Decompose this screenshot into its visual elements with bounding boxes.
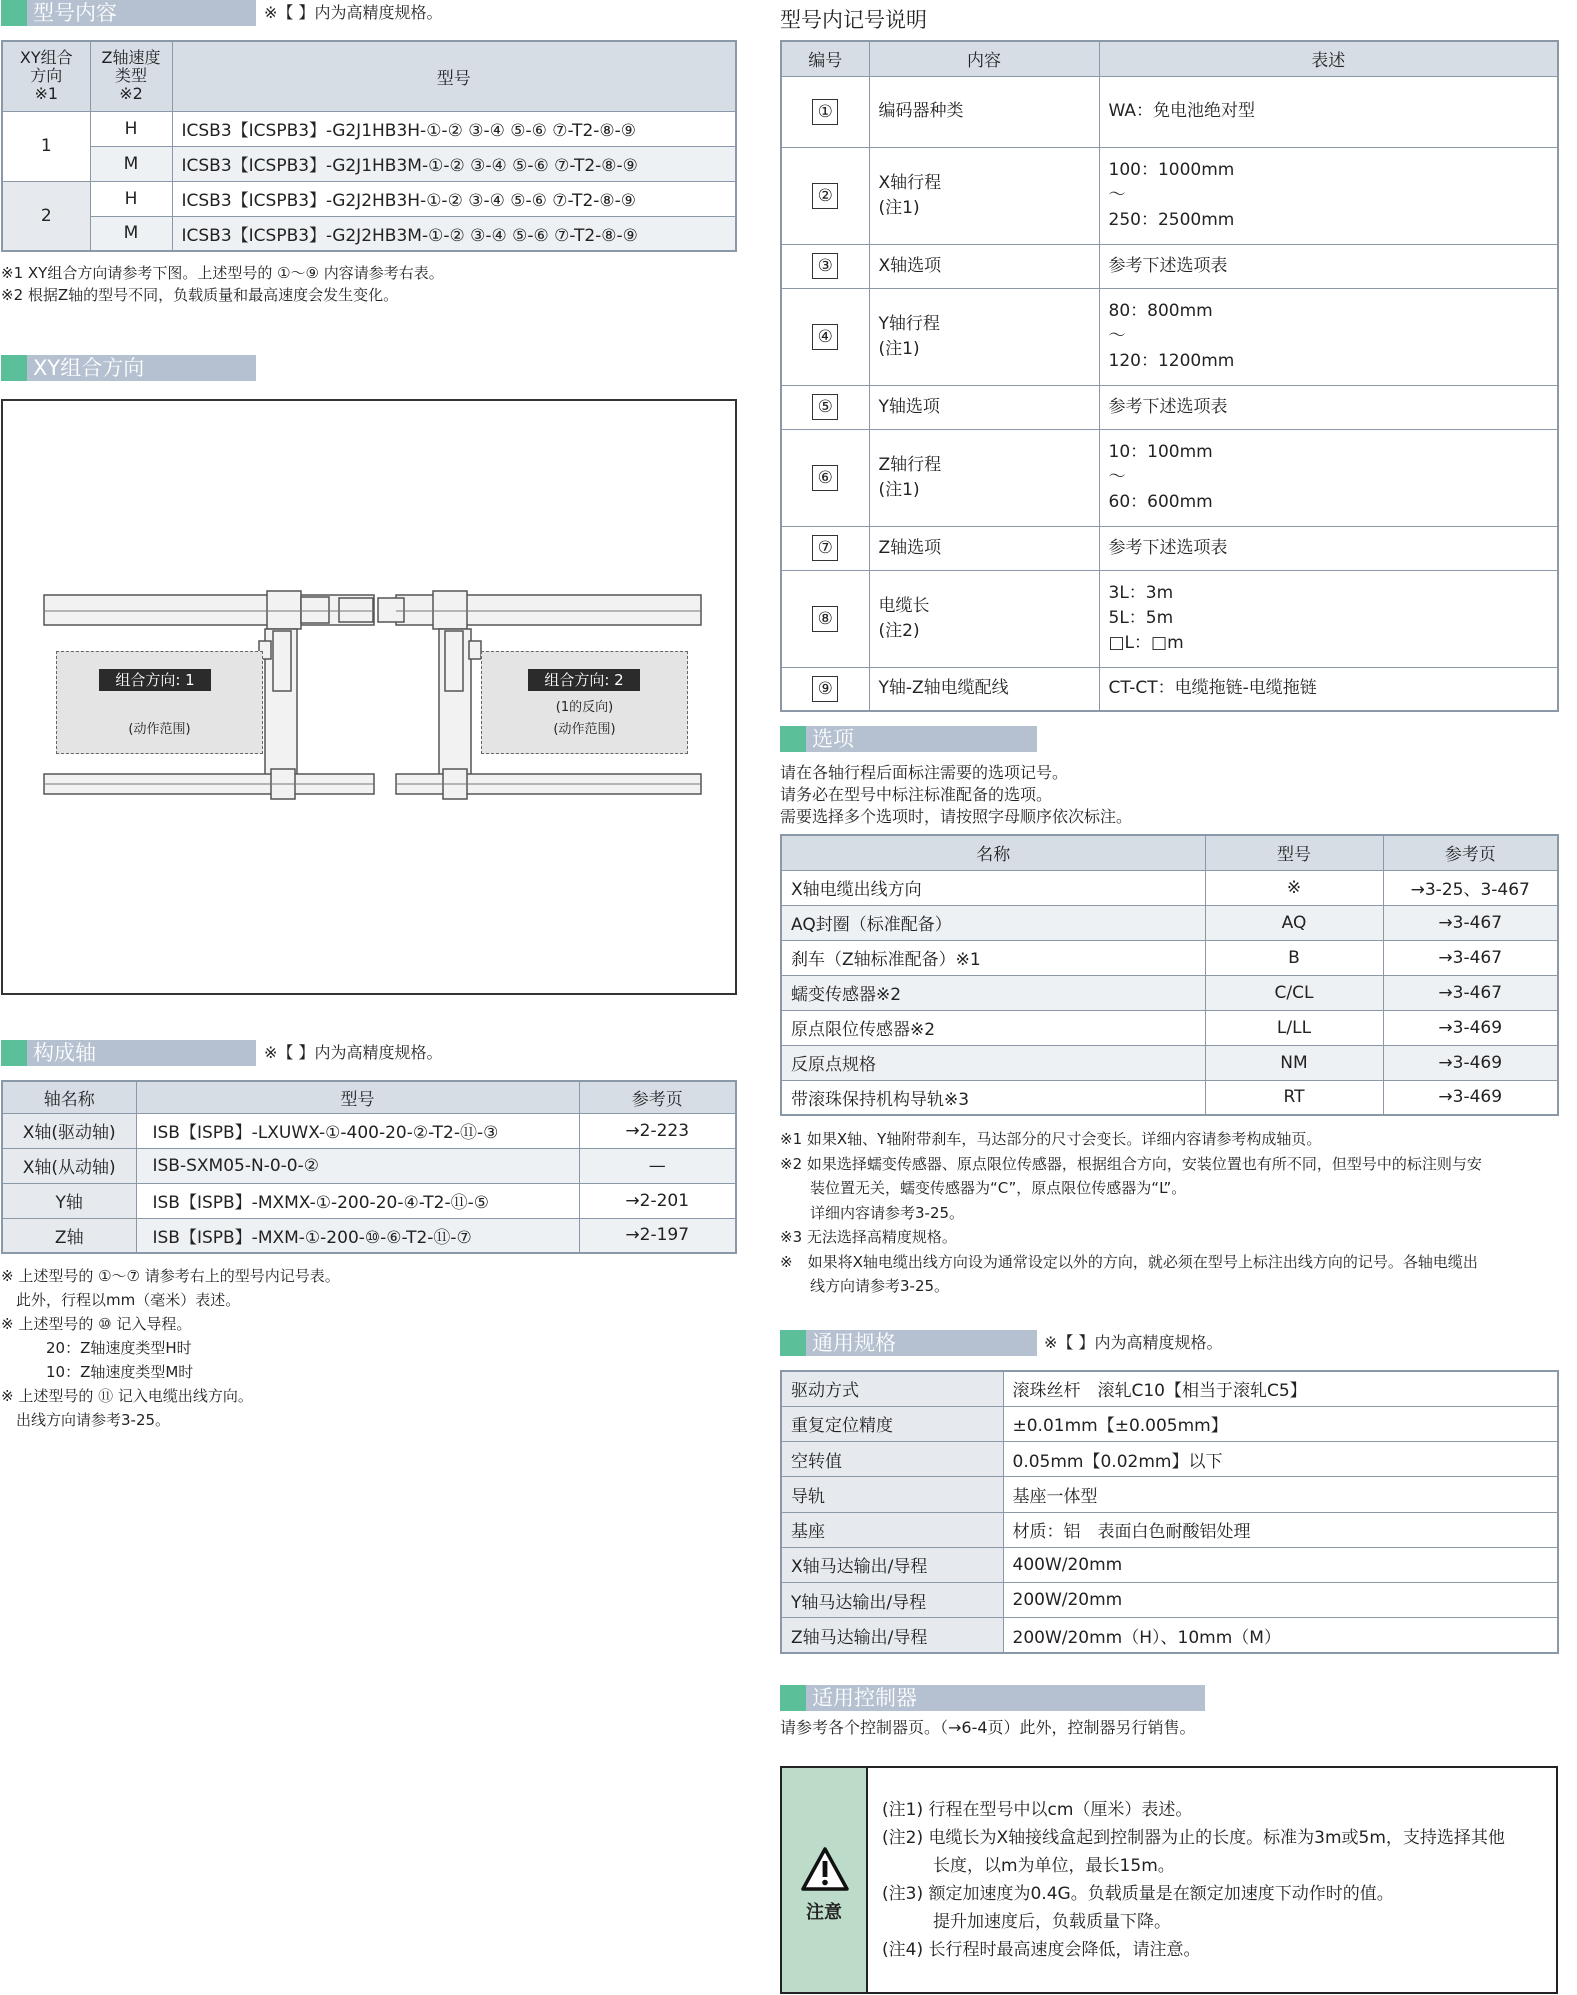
model-note: ※【 】内为高精度规格。 bbox=[264, 3, 443, 22]
symbol-item: 电缆长 (注2) bbox=[869, 570, 1099, 667]
option-name: 蠕变传感器※2 bbox=[781, 975, 1205, 1010]
options-intro bbox=[780, 762, 1132, 828]
option-page: →3-467 bbox=[1383, 940, 1558, 975]
caution-line: (注2) 电缆长为X轴接线盒起到控制器为止的长度。标准为3m或5m，支持选择其他 bbox=[882, 1828, 1505, 1848]
caution-line: 提升加速度后，负载质量下降。 bbox=[882, 1912, 1171, 1932]
footnote: ※3 无法选择高精度规格。 bbox=[780, 1228, 957, 1246]
symbol-table bbox=[780, 40, 1559, 712]
option-name: 刹车（Z轴标准配备）※1 bbox=[781, 940, 1205, 975]
footnote: ※1 如果X轴、Y轴附带刹车，马达部分的尺寸会变长。详细内容请参考构成轴页。 bbox=[780, 1130, 1322, 1148]
option-model: NM bbox=[1205, 1045, 1383, 1080]
axis-note: ※【 】内为高精度规格。 bbox=[264, 1043, 443, 1062]
option-name: 带滚珠保持机构导轨※3 bbox=[781, 1080, 1205, 1115]
axis-cell-name: Y轴 bbox=[2, 1183, 136, 1218]
footnote: 线方向请参考3-25。 bbox=[780, 1277, 950, 1295]
option-page: →3-467 bbox=[1383, 905, 1558, 940]
option-page: →3-469 bbox=[1383, 1080, 1558, 1115]
section-title-model: 型号内容 bbox=[1, 0, 256, 26]
axis-cell-model: ISB【ISPB】-LXUWX-①-400-20-②-T2-⑪-③ bbox=[136, 1113, 579, 1148]
spec-value: 0.05mm【0.02mm】以下 bbox=[1003, 1442, 1558, 1477]
option-name: 反原点规格 bbox=[781, 1045, 1205, 1080]
symbol-desc: CT-CT：电缆拖链-电缆拖链 bbox=[1099, 667, 1558, 711]
specs-note: ※【 】内为高精度规格。 bbox=[1044, 1333, 1223, 1352]
model-cell-model: ICSB3【ICSPB3】-G2J2HB3M-①-② ③-④ ⑤-⑥ ⑦-T2-⑧-⑨ bbox=[172, 216, 736, 251]
axis-cell-model: ISB【ISPB】-MXM-①-200-⑩-⑥-T2-⑪-⑦ bbox=[136, 1218, 579, 1253]
section-title-options: 选项 bbox=[780, 726, 1037, 752]
spec-key: 重复定位精度 bbox=[781, 1406, 1003, 1441]
spec-value: 材质：铝 表面白色耐酸铝处理 bbox=[1003, 1512, 1558, 1547]
motor-right bbox=[433, 591, 467, 629]
model-cell-dir: 2 bbox=[2, 181, 90, 251]
option-model: ※ bbox=[1205, 870, 1383, 905]
spec-key: 基座 bbox=[781, 1512, 1003, 1547]
footnote: ※ 上述型号的 ⑪ 记入电缆出线方向。 bbox=[1, 1387, 253, 1405]
symbol-desc: 80：800mm ～ 120：1200mm bbox=[1099, 288, 1558, 385]
symbol-number: ⑨ bbox=[812, 676, 838, 702]
axis-table bbox=[1, 1080, 737, 1254]
option-page: →3-25、3-467 bbox=[1383, 870, 1558, 905]
axis-cell-page: →2-223 bbox=[579, 1113, 736, 1148]
spec-value: 400W/20mm bbox=[1003, 1547, 1558, 1582]
symbol-item: Y轴行程 (注1) bbox=[869, 288, 1099, 385]
footnote: 装位置无关，蠕变传感器为“C”，原点限位传感器为“L”。 bbox=[780, 1179, 1187, 1197]
caution-line: (注1) 行程在型号中以cm（厘米）表述。 bbox=[882, 1800, 1193, 1820]
spec-value: 200W/20mm（H）、10mm（M） bbox=[1003, 1618, 1558, 1653]
model-header-speed: Z轴速度 类型 ※2 bbox=[90, 41, 172, 111]
caution-side bbox=[782, 1768, 868, 1992]
symbol-item: Z轴行程 (注1) bbox=[869, 429, 1099, 526]
model-table bbox=[1, 40, 737, 252]
footnote: ※ 上述型号的 ①～⑦ 请参考右上的型号内记号表。 bbox=[1, 1267, 340, 1285]
spec-key: 导轨 bbox=[781, 1477, 1003, 1512]
spec-value: 200W/20mm bbox=[1003, 1583, 1558, 1618]
model-cell-model: ICSB3【ICSPB3】-G2J2HB3H-①-② ③-④ ⑤-⑥ ⑦-T2-⑧-⑨ bbox=[172, 181, 736, 216]
section-title-specs: 通用规格 bbox=[780, 1330, 1037, 1356]
model-cell-speed: H bbox=[90, 111, 172, 146]
caution-box bbox=[780, 1766, 1558, 1994]
model-header-model: 型号 bbox=[172, 41, 736, 111]
axis-header-page: 参考页 bbox=[579, 1081, 736, 1113]
model-cell-speed: M bbox=[90, 146, 172, 181]
spec-key: X轴马达输出/导程 bbox=[781, 1547, 1003, 1582]
warning-icon bbox=[800, 1846, 850, 1892]
section-title-controller: 适用控制器 bbox=[780, 1685, 1205, 1711]
footnote: 详细内容请参考3-25。 bbox=[780, 1203, 965, 1222]
option-page: →3-469 bbox=[1383, 1010, 1558, 1045]
axis-cell-name: X轴(驱动轴) bbox=[2, 1113, 136, 1148]
axis-cell-model: ISB-SXM05-N-0-0-② bbox=[136, 1148, 579, 1183]
model-cell-speed: M bbox=[90, 216, 172, 251]
spec-key: Y轴马达输出/导程 bbox=[781, 1583, 1003, 1618]
symbol-desc: 3L：3m 5L：5m □L：□m bbox=[1099, 570, 1558, 667]
axis-cell-name: Z轴 bbox=[2, 1218, 136, 1253]
symbol-desc: 10：100mm ～ 60：600mm bbox=[1099, 429, 1558, 526]
symbol-item: X轴选项 bbox=[869, 244, 1099, 288]
caution-label: 注意 bbox=[806, 1902, 842, 1923]
option-model: L/LL bbox=[1205, 1010, 1383, 1045]
symbol-header-desc: 表述 bbox=[1099, 41, 1558, 76]
symbol-number: ① bbox=[812, 99, 838, 125]
symbol-item: X轴行程 (注1) bbox=[869, 147, 1099, 244]
spec-table bbox=[780, 1370, 1559, 1654]
spec-value: ±0.01mm【±0.005mm】 bbox=[1003, 1406, 1558, 1441]
symbol-desc: 100：1000mm ～ 250：2500mm bbox=[1099, 147, 1558, 244]
symbol-number: ⑤ bbox=[812, 394, 838, 420]
option-model: RT bbox=[1205, 1080, 1383, 1115]
axis-cell-page: →2-197 bbox=[579, 1218, 736, 1253]
axis-cell-page: — bbox=[579, 1148, 736, 1183]
symbol-number: ② bbox=[812, 183, 838, 209]
spec-value: 滚珠丝杆 滚轧C10【相当于滚轧C5】 bbox=[1003, 1371, 1558, 1406]
direction-1-range: (动作范围) bbox=[128, 722, 191, 737]
section-title-xy: XY组合方向 bbox=[1, 355, 256, 381]
options-intro-line: 请务必在型号中标注标准配备的选项。 bbox=[780, 785, 1053, 804]
caution-body bbox=[882, 1796, 1505, 1964]
symbol-number: ④ bbox=[812, 324, 838, 350]
symbol-number: ③ bbox=[812, 253, 838, 279]
option-model: C/CL bbox=[1205, 975, 1383, 1010]
footnote: 此外，行程以mm（毫米）表述。 bbox=[1, 1291, 241, 1309]
axis-footnotes bbox=[1, 1264, 340, 1432]
symbol-desc: 参考下述选项表 bbox=[1099, 526, 1558, 570]
axis-cell-name: X轴(从动轴) bbox=[2, 1148, 136, 1183]
option-name: X轴电缆出线方向 bbox=[781, 870, 1205, 905]
option-page: →3-467 bbox=[1383, 975, 1558, 1010]
footnote: 10：Z轴速度类型M时 bbox=[1, 1363, 194, 1381]
symbol-number: ⑦ bbox=[812, 535, 838, 561]
spec-key: 驱动方式 bbox=[781, 1371, 1003, 1406]
controller-text: 请参考各个控制器页。（→6-4页）此外，控制器另行销售。 bbox=[780, 1718, 1196, 1737]
spec-key: Z轴马达输出/导程 bbox=[781, 1618, 1003, 1653]
footnote: ※1 XY组合方向请参考下图。上述型号的 ①～⑨ 内容请参考右表。 bbox=[1, 264, 444, 282]
xy-diagram bbox=[1, 399, 737, 995]
options-header-page: 参考页 bbox=[1383, 835, 1558, 870]
model-cell-dir: 1 bbox=[2, 111, 90, 181]
footnote: ※ 上述型号的 ⑩ 记入导程。 bbox=[1, 1315, 192, 1333]
options-intro-line: 请在各轴行程后面标注需要的选项记号。 bbox=[780, 763, 1069, 782]
spec-value: 基座一体型 bbox=[1003, 1477, 1558, 1512]
caution-line: 长度，以m为单位，最长15m。 bbox=[882, 1856, 1175, 1876]
model-cell-speed: H bbox=[90, 181, 172, 216]
footnote: 出线方向请参考3-25。 bbox=[1, 1411, 171, 1429]
option-model: B bbox=[1205, 940, 1383, 975]
spec-key: 空转值 bbox=[781, 1442, 1003, 1477]
option-model: AQ bbox=[1205, 905, 1383, 940]
footnote: ※ 如果将X轴电缆出线方向设为通常设定以外的方向，就必须在型号上标注出线方向的记号。各轴电缆出 bbox=[780, 1252, 1478, 1271]
model-footnotes bbox=[1, 262, 444, 306]
footnote: 20：Z轴速度类型H时 bbox=[1, 1339, 192, 1357]
symbol-number: ⑥ bbox=[812, 465, 838, 491]
axis-cell-page: →2-201 bbox=[579, 1183, 736, 1218]
symbol-header-no: 编号 bbox=[781, 41, 869, 76]
option-page: →3-469 bbox=[1383, 1045, 1558, 1080]
caution-line: (注4) 长行程时最高速度会降低，请注意。 bbox=[882, 1940, 1201, 1960]
options-table bbox=[780, 834, 1559, 1116]
option-name: AQ封圈（标准配备） bbox=[781, 905, 1205, 940]
footnote: ※2 根据Z轴的型号不同，负载质量和最高速度会发生变化。 bbox=[1, 286, 399, 304]
symbol-desc: 参考下述选项表 bbox=[1099, 244, 1558, 288]
symbol-desc: WA：免电池绝对型 bbox=[1099, 76, 1558, 147]
option-name: 原点限位传感器※2 bbox=[781, 1010, 1205, 1045]
direction-2-label: 组合方向: 2 bbox=[528, 669, 640, 691]
axis-header-model: 型号 bbox=[136, 1081, 579, 1113]
section-title-symbols: 型号内记号说明 bbox=[780, 8, 927, 32]
caution-line: (注3) 额定加速度为0.4G。负载质量是在额定加速度下动作时的值。 bbox=[882, 1884, 1394, 1904]
model-cell-model: ICSB3【ICSPB3】-G2J1HB3M-①-② ③-④ ⑤-⑥ ⑦-T2-⑧-⑨ bbox=[172, 146, 736, 181]
options-footnotes bbox=[780, 1127, 1482, 1299]
symbol-header-item: 内容 bbox=[869, 41, 1099, 76]
model-header-dir: XY组合 方向 ※1 bbox=[2, 41, 90, 111]
symbol-number: ⑧ bbox=[812, 606, 838, 632]
section-title-axis: 构成轴 bbox=[1, 1040, 256, 1066]
options-header-name: 名称 bbox=[781, 835, 1205, 870]
motor-left bbox=[267, 591, 301, 629]
direction-2-range: (动作范围) bbox=[553, 722, 616, 737]
symbol-item: 编码器种类 bbox=[869, 76, 1099, 147]
options-intro-line: 需要选择多个选项时，请按照字母顺序依次标注。 bbox=[780, 807, 1133, 826]
symbol-desc: 参考下述选项表 bbox=[1099, 385, 1558, 429]
axis-header-name: 轴名称 bbox=[2, 1081, 136, 1113]
symbol-item: Y轴-Z轴电缆配线 bbox=[869, 667, 1099, 711]
symbol-item: Z轴选项 bbox=[869, 526, 1099, 570]
options-header-model: 型号 bbox=[1205, 835, 1383, 870]
direction-1-label: 组合方向: 1 bbox=[99, 669, 211, 691]
axis-cell-model: ISB【ISPB】-MXMX-①-200-20-④-T2-⑪-⑤ bbox=[136, 1183, 579, 1218]
direction-2-reverse: (1的反向) bbox=[555, 700, 614, 715]
model-cell-model: ICSB3【ICSPB3】-G2J1HB3H-①-② ③-④ ⑤-⑥ ⑦-T2-⑧-⑨ bbox=[172, 111, 736, 146]
footnote: ※2 如果选择蠕变传感器、原点限位传感器，根据组合方向，安装位置也有所不同，但型号中的标注则与安 bbox=[780, 1154, 1482, 1173]
symbol-item: Y轴选项 bbox=[869, 385, 1099, 429]
